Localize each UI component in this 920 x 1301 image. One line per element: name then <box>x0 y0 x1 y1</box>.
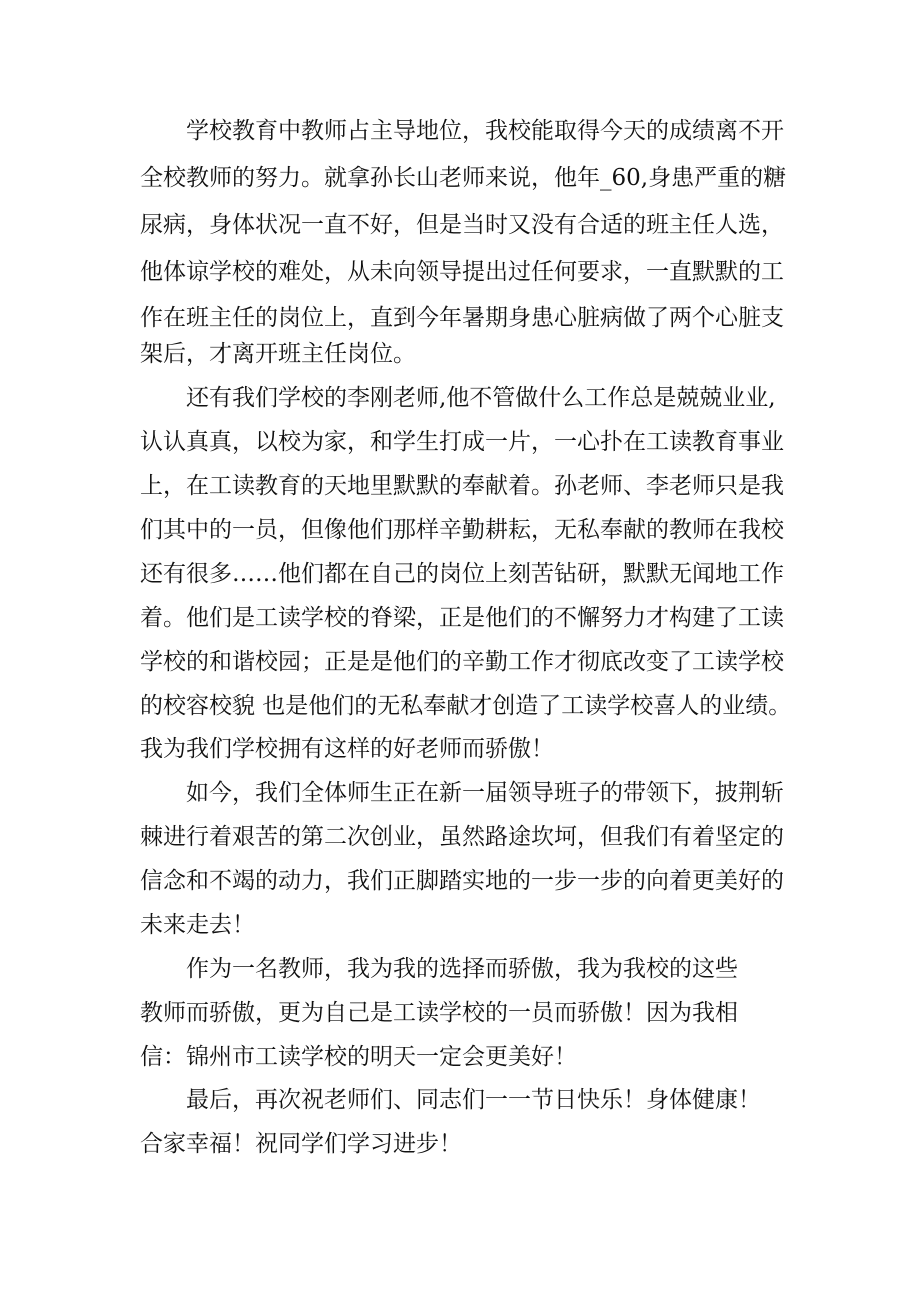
text-line: 们其中的一员，但像他们那样辛勤耕耘，无私奉献的教师在我校 <box>140 517 784 543</box>
text-line: 的校容校貌 也是他们的无私奉献才创造了工读学校喜人的业绩。 <box>140 693 792 719</box>
text-line: 我为我们学校拥有这样的好老师而骄傲！ <box>140 736 554 762</box>
text-line: 作在班主任的岗位上，直到今年暑期身患心脏病做了两个心脏支 <box>140 305 784 331</box>
text-line: 全校教师的努力。就拿孙长山老师来说，他年_60,身患严重的糖 <box>140 165 787 191</box>
text-line: 着。他们是工读学校的脊梁，正是他们的不懈努力才构建了工读 <box>140 605 784 631</box>
text-line: 学校的和谐校园；正是是他们的辛勤工作才彻底改变了工读学校 <box>140 649 784 675</box>
text-line: 合家幸福！祝同学们学习进步！ <box>140 1131 462 1157</box>
text-line: 未来走去！ <box>140 912 255 938</box>
text-line: 学校教育中教师占主导地位，我校能取得今天的成绩离不开 <box>186 118 784 144</box>
text-line: 他体谅学校的难处，从未向领导提出过任何要求，一直默默的工 <box>140 259 784 285</box>
text-line: 作为一名教师，我为我的选择而骄傲，我为我校的这些 <box>186 956 738 982</box>
text-line: 还有我们学校的李刚老师,他不管做什么工作总是兢兢业业, <box>186 385 776 411</box>
text-line: 认认真真，以校为家，和学生打成一片，一心扑在工读教育事业 <box>140 429 784 455</box>
text-line: 如今，我们全体师生正在新一届领导班子的带领下，披荆斩 <box>186 780 784 806</box>
text-line: 尿病，身体状况一直不好，但是当时又没有合适的班主任人选， <box>140 212 784 238</box>
text-line: 教师而骄傲，更为自己是工读学校的一员而骄傲！因为我相 <box>140 1000 738 1026</box>
text-line: 架后，才离开班主任岗位。 <box>140 341 416 367</box>
text-line: 棘进行着艰苦的第二次创业，虽然路途坎坷，但我们有着坚定的 <box>140 824 784 850</box>
text-line: 最后，再次祝老师们、同志们一一节日快乐！身体健康！ <box>186 1087 761 1113</box>
text-line: 还有很多……他们都在自己的岗位上刻苦钻研，默默无闻地工作 <box>140 561 784 587</box>
text-line: 信念和不竭的动力，我们正脚踏实地的一步一步的向着更美好的 <box>140 868 784 894</box>
text-line: 上，在工读教育的天地里默默的奉献着。孙老师、李老师只是我 <box>140 473 784 499</box>
text-line: 信：锦州市工读学校的明天一定会更美好！ <box>140 1044 577 1070</box>
